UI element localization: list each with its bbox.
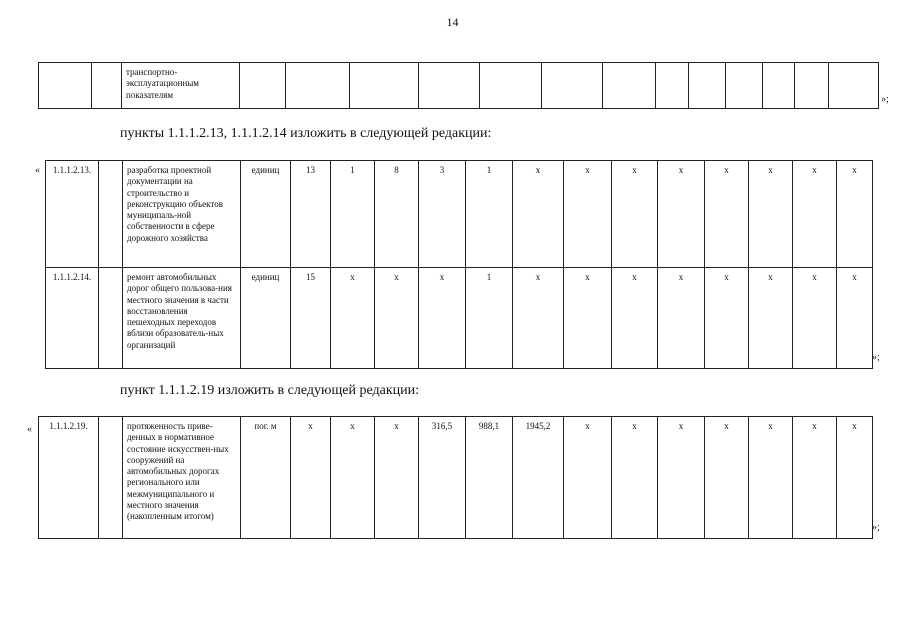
value-cell: х [705, 268, 749, 369]
value-cell: х [749, 161, 793, 268]
table-row [46, 161, 873, 268]
value-cell: х [513, 268, 564, 369]
opening-quote: « [35, 165, 40, 176]
value-cell: х [331, 268, 375, 369]
table-row [46, 268, 873, 369]
value-cell: х [612, 417, 658, 539]
row-unit: единиц [241, 268, 291, 369]
page-number: 14 [446, 15, 459, 29]
value-cell [350, 63, 419, 109]
row-unit [240, 63, 286, 109]
paragraph-item-19: пункт 1.1.1.2.19 изложить в следующей редакции: [120, 383, 419, 398]
row-description: протяженность приве-денных в нормативное состояние искусствен-ных сооружений на автомобильных дорогах регионального или межмуниципального и местного значения (накопленным итогом) [123, 417, 241, 539]
closing-quote: »; [881, 94, 889, 105]
row-description: транспортно-эксплуатационным показателям [122, 63, 240, 109]
value-cell [603, 63, 656, 109]
value-cell: 15 [291, 268, 331, 369]
empty-cell [99, 268, 123, 369]
table-continuation [38, 62, 879, 109]
value-cell: х [749, 268, 793, 369]
value-cell: х [837, 161, 873, 268]
row-description: ремонт автомобильных дорог общего пользова-ния местного значения в части восстановления пешеходных переходов вблизи образователь-ных организаций [123, 268, 241, 369]
value-cell: х [612, 268, 658, 369]
closing-quote: »; [872, 522, 880, 533]
row-code: 1.1.1.2.19. [39, 417, 99, 539]
value-cell [829, 63, 879, 109]
row-code [39, 63, 92, 109]
value-cell: х [837, 417, 873, 539]
value-cell: х [564, 417, 612, 539]
table-items-13-14 [45, 160, 873, 369]
value-cell: х [749, 417, 793, 539]
value-cell [763, 63, 795, 109]
table-row [39, 63, 879, 109]
value-cell [656, 63, 689, 109]
value-cell: х [564, 268, 612, 369]
value-cell: 316,5 [419, 417, 466, 539]
empty-cell [99, 161, 123, 268]
value-cell: х [793, 268, 837, 369]
value-cell: х [375, 268, 419, 369]
value-cell: х [513, 161, 564, 268]
row-unit: единиц [241, 161, 291, 268]
paragraph-items-13-14: пункты 1.1.1.2.13, 1.1.1.2.14 изложить в следующей редакции: [120, 126, 492, 141]
value-cell: х [837, 268, 873, 369]
value-cell: х [705, 161, 749, 268]
closing-quote: »; [872, 352, 880, 363]
value-cell: х [291, 417, 331, 539]
value-cell: 1 [466, 268, 513, 369]
row-code: 1.1.1.2.14. [46, 268, 99, 369]
opening-quote: « [27, 424, 32, 435]
value-cell: х [612, 161, 658, 268]
value-cell [542, 63, 603, 109]
value-cell [689, 63, 726, 109]
value-cell [286, 63, 350, 109]
row-unit: пог. м [241, 417, 291, 539]
value-cell: х [793, 417, 837, 539]
value-cell: х [419, 268, 466, 369]
table-item-19 [38, 416, 873, 539]
value-cell: х [331, 417, 375, 539]
value-cell: х [793, 161, 837, 268]
row-description: разработка проектной документации на строительство и реконструкцию объектов муниципаль-ной собственности в сфере дорожного хозяйства [123, 161, 241, 268]
value-cell: х [658, 161, 705, 268]
value-cell: х [705, 417, 749, 539]
value-cell [795, 63, 829, 109]
value-cell: 3 [419, 161, 466, 268]
value-cell: 1 [466, 161, 513, 268]
row-code: 1.1.1.2.13. [46, 161, 99, 268]
value-cell: х [658, 417, 705, 539]
value-cell [480, 63, 542, 109]
table-row [39, 417, 873, 539]
value-cell: х [564, 161, 612, 268]
value-cell: 1945,2 [513, 417, 564, 539]
value-cell: 13 [291, 161, 331, 268]
value-cell: х [658, 268, 705, 369]
value-cell [419, 63, 480, 109]
value-cell: 988,1 [466, 417, 513, 539]
value-cell: 8 [375, 161, 419, 268]
value-cell: х [375, 417, 419, 539]
value-cell [726, 63, 763, 109]
value-cell: 1 [331, 161, 375, 268]
empty-cell [99, 417, 123, 539]
empty-cell [92, 63, 122, 109]
